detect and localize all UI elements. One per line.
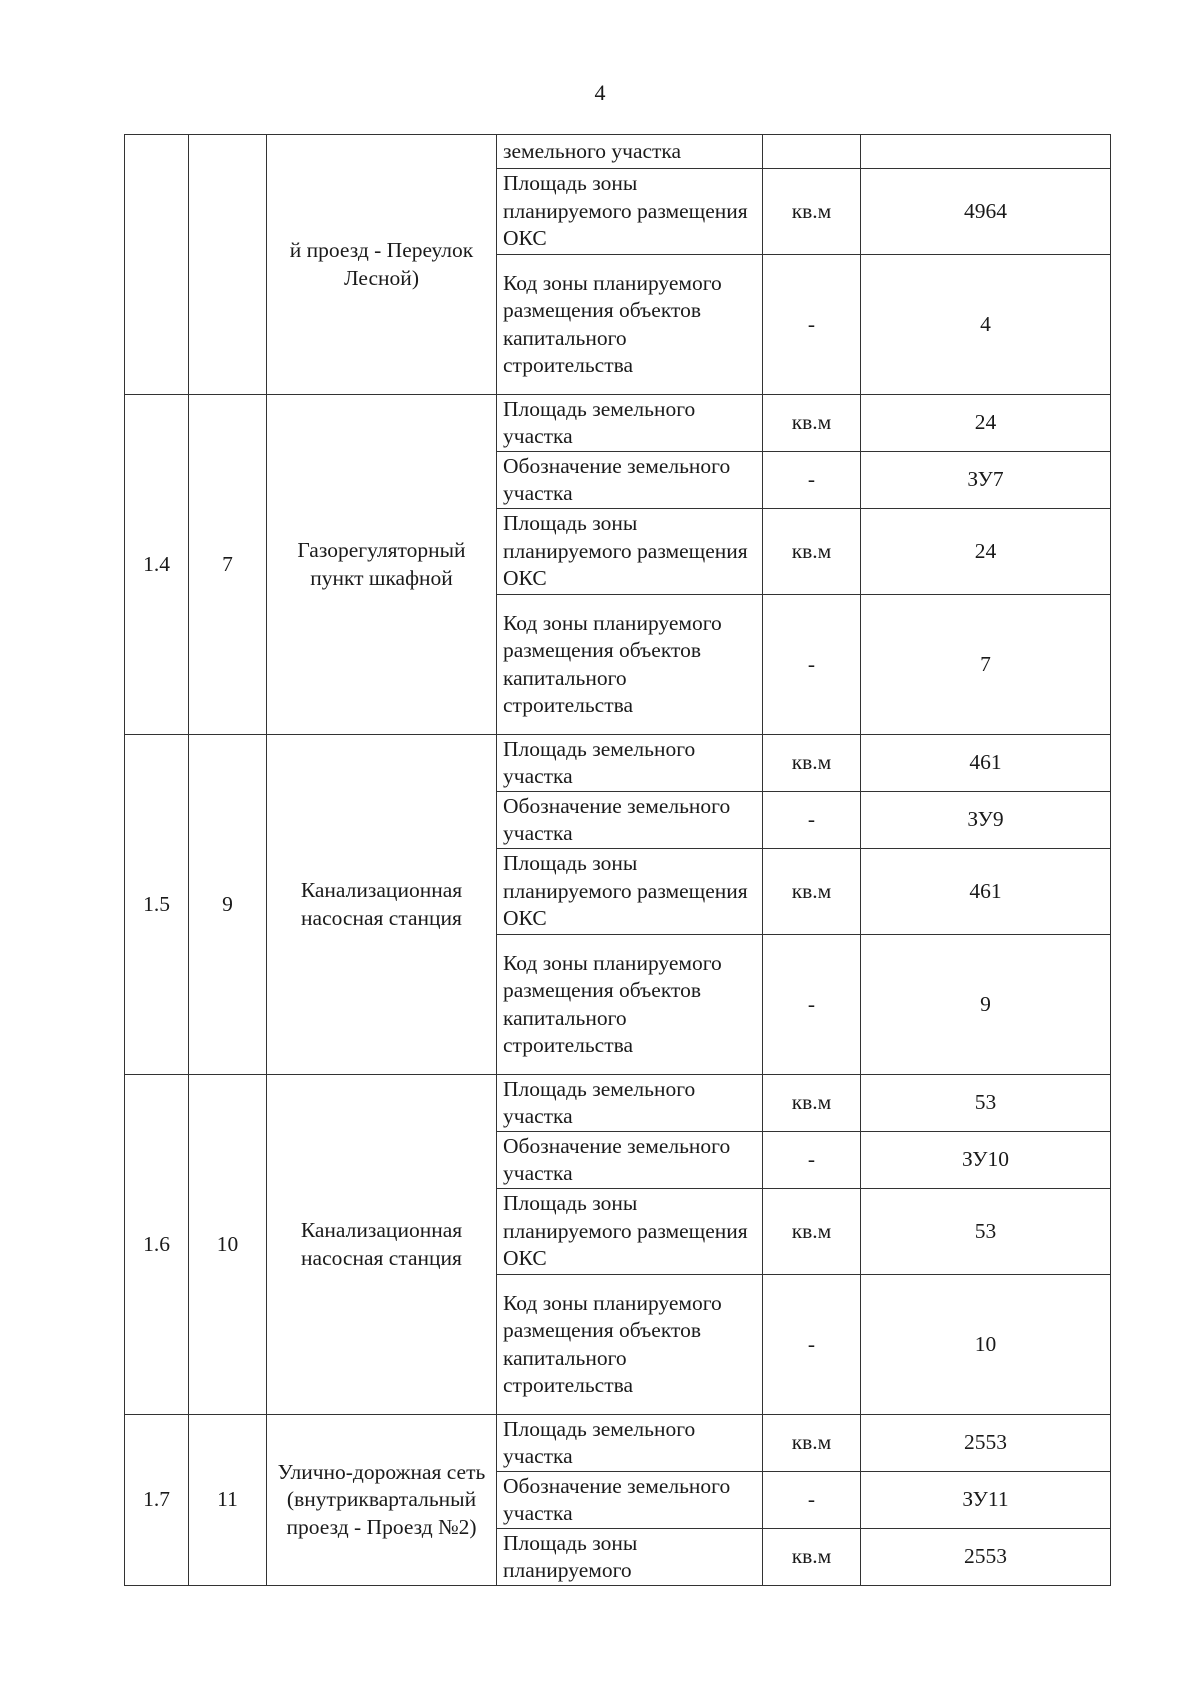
parameter-name: Код зоны планируемого размещения объектов капитального строительства	[497, 935, 763, 1075]
unit: -	[763, 255, 861, 395]
value: ЗУ11	[861, 1472, 1111, 1529]
value: 10	[861, 1275, 1111, 1415]
parameter-name: Площадь земельного участка	[497, 1075, 763, 1132]
unit: кв.м	[763, 395, 861, 452]
unit: -	[763, 452, 861, 509]
object-name: Улично-дорожная сеть (внутриквартальный проезд - Проезд №2)	[267, 1415, 497, 1586]
unit	[763, 135, 861, 169]
value: 4	[861, 255, 1111, 395]
parameter-name: Площадь зоны планируемого размещения ОКС	[497, 169, 763, 255]
parameter-name: Площадь зоны планируемого размещения ОКС	[497, 509, 763, 595]
value: ЗУ10	[861, 1132, 1111, 1189]
row-number: 1.4	[125, 395, 189, 735]
unit: кв.м	[763, 1075, 861, 1132]
row-number	[125, 135, 189, 395]
row-number: 1.6	[125, 1075, 189, 1415]
unit: кв.м	[763, 1529, 861, 1586]
unit: кв.м	[763, 1189, 861, 1275]
unit: -	[763, 595, 861, 735]
row-code	[189, 135, 267, 395]
object-name: й проезд - Переулок Лесной)	[267, 135, 497, 395]
value: 53	[861, 1189, 1111, 1275]
parameter-name: Обозначение земельного участка	[497, 1472, 763, 1529]
unit: -	[763, 1472, 861, 1529]
value: 24	[861, 509, 1111, 595]
parameter-name: Код зоны планируемого размещения объектов капитального строительства	[497, 255, 763, 395]
value: 2553	[861, 1529, 1111, 1586]
parameter-name: Площадь зоны планируемого размещения ОКС	[497, 849, 763, 935]
unit: кв.м	[763, 509, 861, 595]
parameter-name: Код зоны планируемого размещения объектов капитального строительства	[497, 1275, 763, 1415]
parameter-name: Код зоны планируемого размещения объектов капитального строительства	[497, 595, 763, 735]
parameter-name: Площадь зоны планируемого	[497, 1529, 763, 1586]
row-code: 9	[189, 735, 267, 1075]
land-plot-table	[124, 134, 1111, 1586]
value: 4964	[861, 169, 1111, 255]
unit: -	[763, 1275, 861, 1415]
table-row	[125, 1415, 1111, 1472]
unit: -	[763, 1132, 861, 1189]
table-row	[125, 1075, 1111, 1132]
parameter-name: Площадь зоны планируемого размещения ОКС	[497, 1189, 763, 1275]
parameter-name: Площадь земельного участка	[497, 1415, 763, 1472]
value: 7	[861, 595, 1111, 735]
unit: кв.м	[763, 849, 861, 935]
parameter-name: Площадь земельного участка	[497, 395, 763, 452]
value	[861, 135, 1111, 169]
value: 2553	[861, 1415, 1111, 1472]
unit: кв.м	[763, 1415, 861, 1472]
value: 461	[861, 849, 1111, 935]
table-row	[125, 395, 1111, 452]
value: 461	[861, 735, 1111, 792]
unit: кв.м	[763, 735, 861, 792]
parameter-name: Площадь земельного участка	[497, 735, 763, 792]
value: 53	[861, 1075, 1111, 1132]
row-code: 11	[189, 1415, 267, 1586]
page-number: 4	[594, 80, 606, 105]
parameter-name: земельного участка	[497, 135, 763, 169]
object-name: Канализационная насосная станция	[267, 1075, 497, 1415]
object-name: Канализационная насосная станция	[267, 735, 497, 1075]
table-row	[125, 735, 1111, 792]
table-row	[125, 135, 1111, 169]
row-code: 7	[189, 395, 267, 735]
unit: -	[763, 792, 861, 849]
row-number: 1.7	[125, 1415, 189, 1586]
value: 9	[861, 935, 1111, 1075]
parameter-name: Обозначение земельного участка	[497, 1132, 763, 1189]
object-name: Газорегуляторный пункт шкафной	[267, 395, 497, 735]
value: ЗУ9	[861, 792, 1111, 849]
unit: -	[763, 935, 861, 1075]
value: 24	[861, 395, 1111, 452]
unit: кв.м	[763, 169, 861, 255]
value: ЗУ7	[861, 452, 1111, 509]
parameter-name: Обозначение земельного участка	[497, 792, 763, 849]
row-number: 1.5	[125, 735, 189, 1075]
row-code: 10	[189, 1075, 267, 1415]
parameter-name: Обозначение земельного участка	[497, 452, 763, 509]
